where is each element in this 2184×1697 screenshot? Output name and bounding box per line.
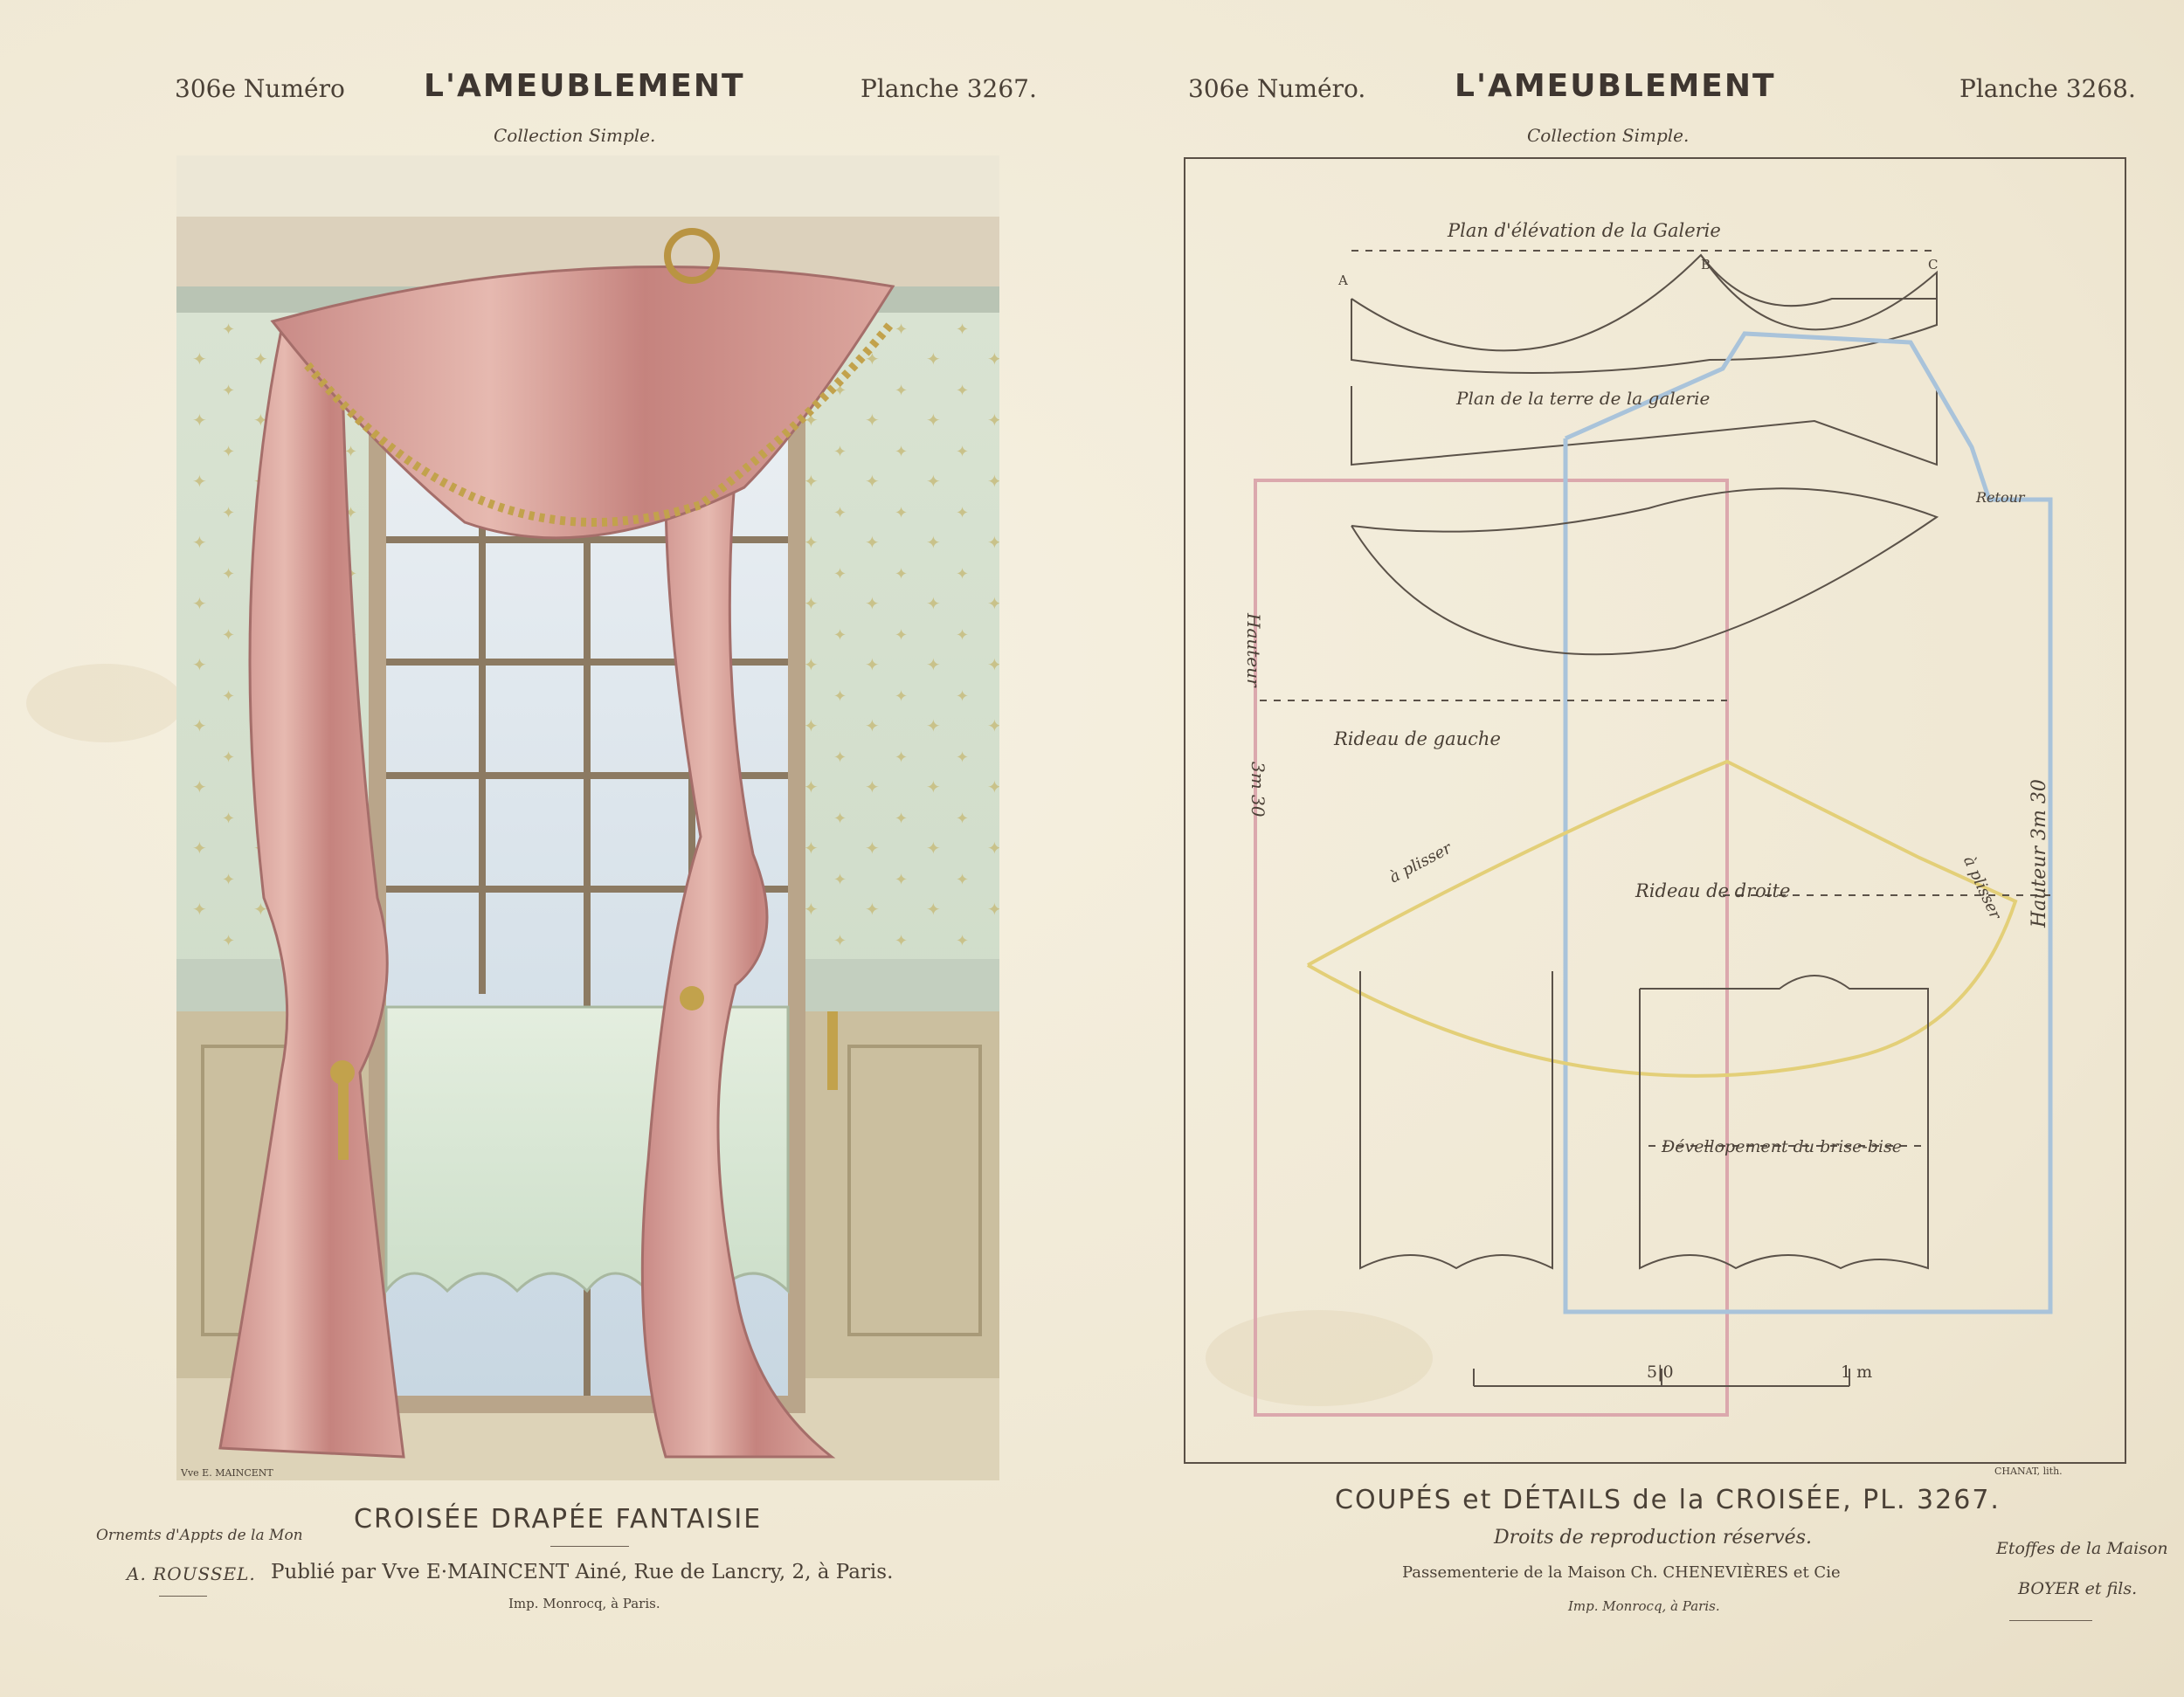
passementerie-line: Passementerie de la Maison Ch. CHENEVIÈRES et Cie	[1402, 1563, 1841, 1582]
label-plan: Plan de la terre de la galerie	[1456, 388, 1711, 409]
point-a: A	[1338, 272, 1348, 288]
right-collection: Collection Simple.	[1527, 125, 1690, 146]
left-caption-title: CROISÉE DRAPÉE FANTAISIE	[354, 1504, 763, 1535]
publisher-line: Publié par Vve E·MAINCENT Ainé, Rue de Lancry, 2, à Paris.	[271, 1561, 894, 1583]
lithographer-signature: CHANAT, lith.	[1994, 1466, 2063, 1477]
rights-line: Droits de reproduction réservés.	[1494, 1527, 1812, 1549]
label-rideau-gauche: Rideau de gauche	[1334, 728, 1501, 749]
credit-rule	[2009, 1620, 2092, 1621]
right-printer-line: Imp. Monrocq, à Paris.	[1568, 1598, 1720, 1614]
draped-window-illustration	[176, 155, 999, 1480]
left-credit-line-1: Ornemts d'Appts de la Mon	[96, 1527, 303, 1544]
right-issue-number: 306e Numéro.	[1188, 74, 1366, 103]
paper-stain	[26, 664, 183, 742]
right-journal-title: L'AMEUBLEMENT	[1455, 68, 1776, 104]
left-collection: Collection Simple.	[494, 125, 656, 146]
left-credit-line-2: A. ROUSSEL.	[127, 1563, 256, 1584]
pattern-diagram-art	[1185, 159, 2125, 1462]
scale-midpoint: 5|0	[1647, 1362, 1674, 1382]
label-rideau-droite: Rideau de droite	[1635, 880, 1791, 901]
scale-end: 1 m	[1841, 1362, 1873, 1382]
label-dimension-left: 3m 30	[1248, 762, 1268, 817]
label-brise-bise: Dévellopement du brise-bise	[1662, 1137, 1903, 1156]
right-plate-number: Planche 3268.	[1959, 74, 2136, 103]
label-a-plisser-right: à plisser	[1959, 853, 2005, 922]
credit-rule	[159, 1596, 207, 1597]
caption-rule	[550, 1546, 629, 1547]
left-journal-title: L'AMEUBLEMENT	[424, 68, 745, 104]
left-plate-number: Planche 3267.	[860, 74, 1037, 103]
point-c: C	[1928, 257, 1939, 272]
left-printer-line: Imp. Monrocq, à Paris.	[508, 1596, 660, 1611]
label-a-plisser-left: à plisser	[1386, 838, 1455, 887]
label-hauteur-right: Hauteur 3m 30	[2028, 779, 2050, 928]
right-credit-line-1: Etoffes de la Maison	[1996, 1539, 2168, 1558]
right-caption-title: COUPÉS et DÉTAILS de la CROISÉE, PL. 3267.	[1335, 1485, 2001, 1515]
point-b: B	[1701, 257, 1711, 272]
label-elevation: Plan d'élévation de la Galerie	[1448, 220, 1721, 241]
pattern-diagram-frame	[1184, 157, 2126, 1464]
label-retour: Retour	[1976, 489, 2025, 506]
right-credit-line-2: BOYER et fils.	[2018, 1579, 2138, 1598]
left-issue-number: 306e Numéro	[175, 74, 345, 103]
artist-signature: Vve E. MAINCENT	[181, 1467, 273, 1479]
curtain-illustration-art	[176, 155, 999, 1480]
label-hauteur-left: Hauteur	[1243, 613, 1264, 687]
